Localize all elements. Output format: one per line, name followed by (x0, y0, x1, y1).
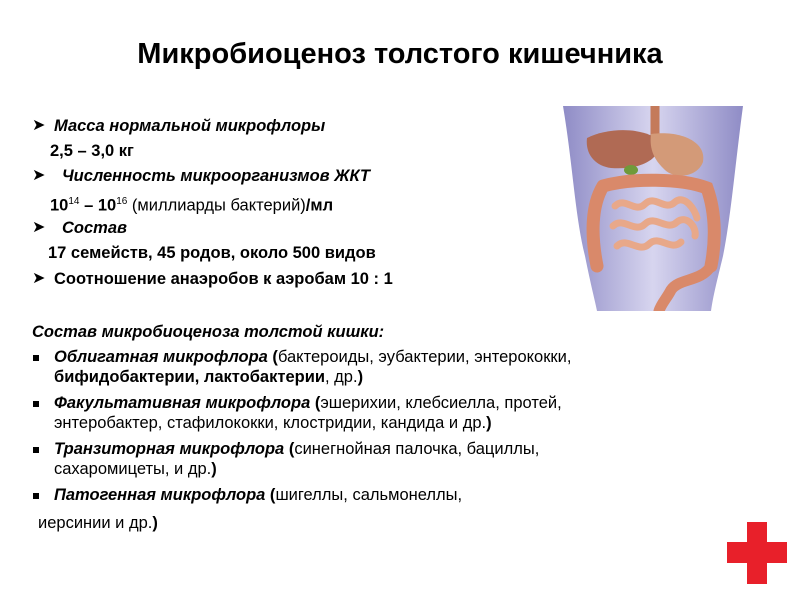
composition-item-cont: сахаромицеты, и др.) (54, 460, 217, 478)
fact-count-label: Численность микроорганизмов ЖКТ (62, 167, 370, 185)
fact-count-value: $10^{14} - 10^{16}$ (миллиарды бактерий)/мл (50, 196, 334, 215)
composition-heading: Состав микробиоценоза толстой кишки: (32, 323, 385, 341)
slide-title: Микробиоценоз толстого кишечника (137, 38, 663, 70)
fact-mass-label: Масса нормальной микрофлоры (54, 117, 326, 135)
chevron-bullet-icon: ➤ (32, 167, 46, 184)
composition-item-cont: энтеробактер, стафилококки, клостридии, кандида и др.) (54, 414, 492, 432)
composition-item: Патогенная микрофлора (шигеллы, сальмонеллы, (54, 486, 463, 504)
chevron-bullet-icon: ➤ (32, 219, 46, 236)
red-cross-icon (727, 522, 787, 584)
chevron-bullet-icon: ➤ (32, 117, 46, 134)
composition-item-cont: иерсинии и др.) (38, 514, 158, 532)
fact-composition-label: Состав (62, 219, 127, 237)
digestive-system-illustration (551, 106, 751, 311)
fact-ratio: Соотношение анаэробов к аэробам 10 : 1 (54, 270, 393, 288)
square-bullet-icon (33, 493, 39, 499)
chevron-bullet-icon: ➤ (32, 270, 46, 287)
square-bullet-icon (33, 401, 39, 407)
composition-item: Факультативная микрофлора (эшерихии, клебсиелла, протей, (54, 394, 562, 412)
composition-item: Транзиторная микрофлора (синегнойная палочка, бациллы, (54, 440, 540, 458)
composition-item-cont: бифидобактерии, лактобактерии, др.) (54, 368, 364, 386)
fact-composition-value: 17 семейств, 45 родов, около 500 видов (48, 244, 376, 262)
composition-item: Облигатная микрофлора (бактероиды, эубактерии, энтерококки, (54, 348, 572, 366)
square-bullet-icon (33, 355, 39, 361)
square-bullet-icon (33, 447, 39, 453)
fact-mass-value: 2,5 – 3,0 кг (50, 142, 134, 160)
